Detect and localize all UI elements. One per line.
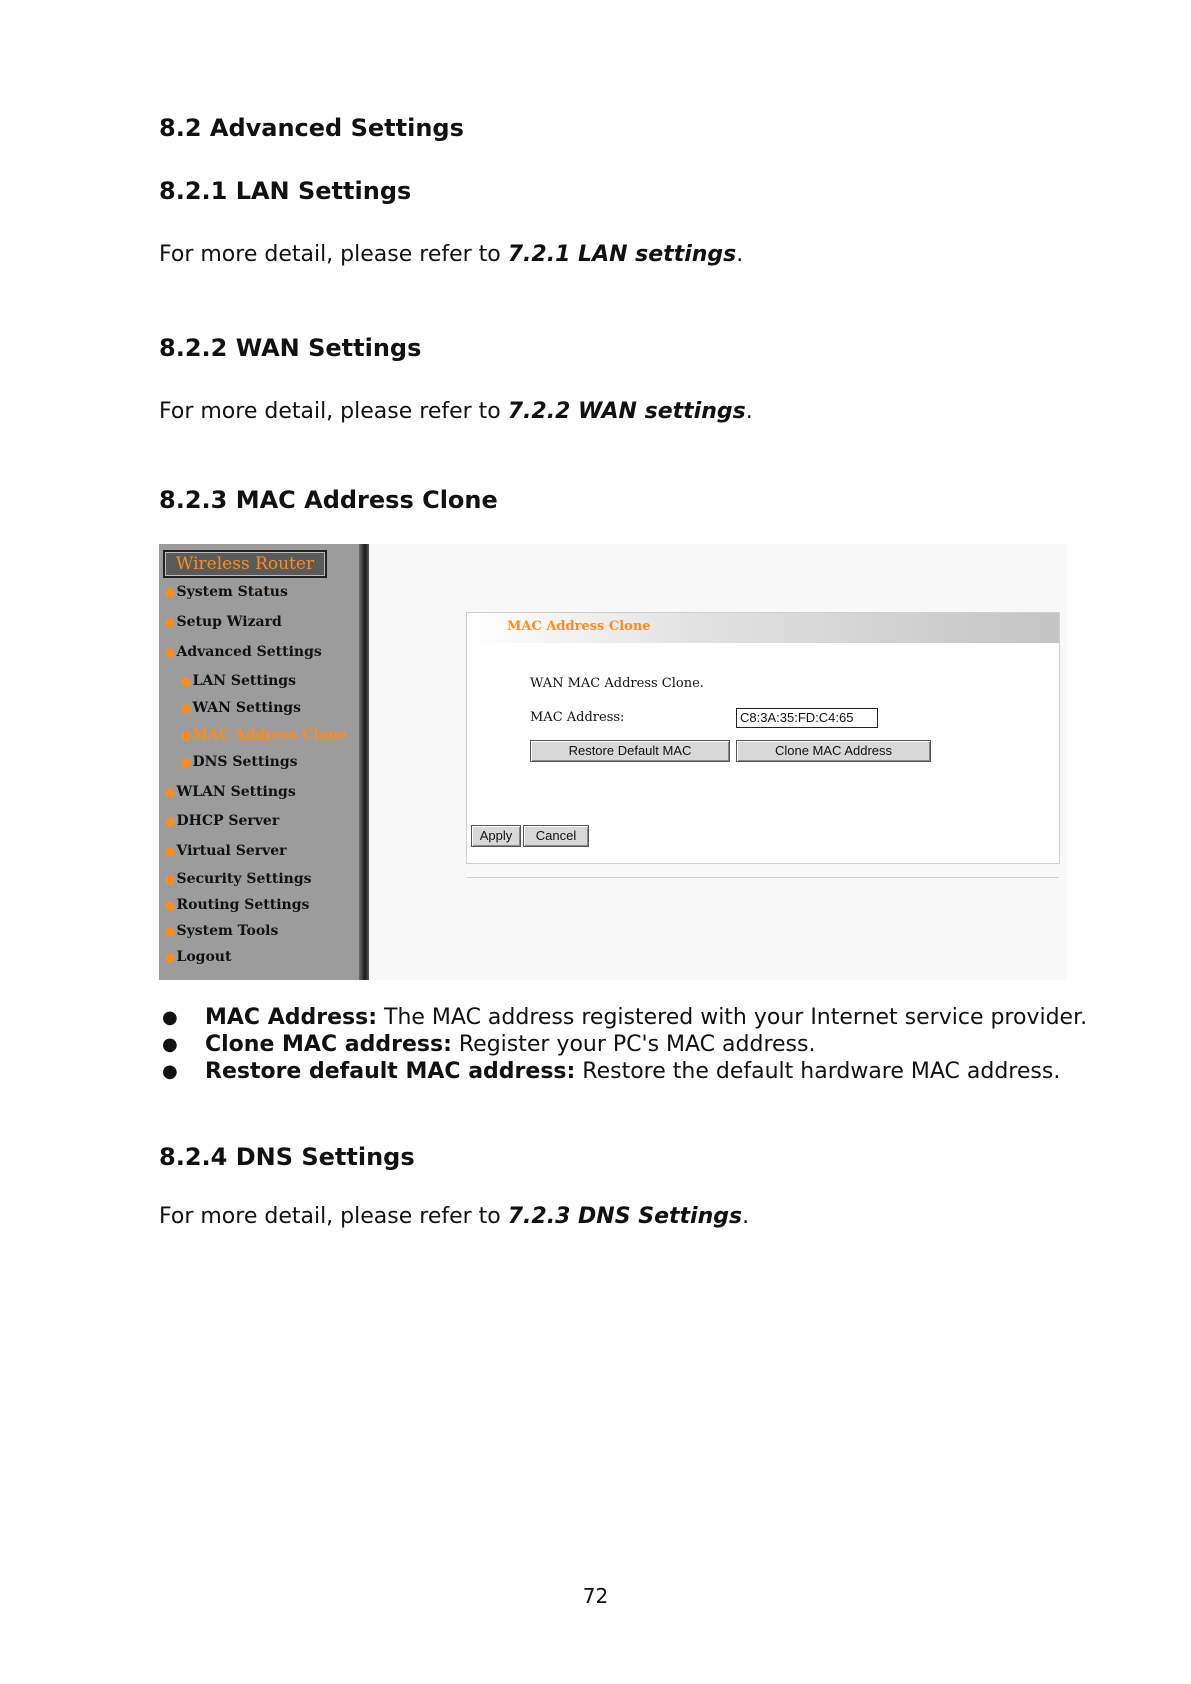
sidebar-divider — [359, 544, 369, 980]
bullet-desc: Restore the default hardware MAC address. — [575, 1059, 1061, 1084]
bullet-icon: ● — [165, 898, 176, 912]
bullet-icon: ● — [181, 755, 192, 769]
nav-label: WAN Settings — [192, 700, 301, 716]
wan-reference-text: For more detail, please refer to — [159, 399, 508, 424]
mac-address-label: MAC Address: — [530, 710, 625, 725]
nav-system-status[interactable] — [165, 584, 288, 600]
nav-label: Logout — [176, 949, 232, 965]
nav-wan-settings[interactable] — [181, 700, 301, 716]
list-item — [159, 1058, 1087, 1085]
nav-label: WLAN Settings — [176, 784, 296, 800]
nav-security-settings[interactable] — [165, 871, 312, 887]
bullet-term: MAC Address: — [205, 1005, 378, 1030]
list-item — [159, 1031, 1087, 1058]
mac-address-input[interactable]: C8:3A:35:FD:C4:65 — [736, 708, 878, 728]
clone-mac-address-button[interactable]: Clone MAC Address — [736, 740, 931, 762]
wan-reference-period: . — [745, 399, 753, 424]
heading-dns-settings: 8.2.4 DNS Settings — [159, 1143, 415, 1171]
nav-setup-wizard[interactable] — [165, 614, 282, 630]
bullet-term: Restore default MAC address: — [205, 1059, 576, 1084]
bullet-icon: ● — [165, 814, 176, 828]
dns-reference-text: For more detail, please refer to — [159, 1204, 508, 1229]
panel-title: MAC Address Clone — [507, 619, 651, 634]
bullet-icon: ● — [165, 585, 176, 599]
nav-virtual-server[interactable] — [165, 843, 287, 859]
nav-label: Routing Settings — [176, 897, 310, 913]
bullet-icon: ● — [165, 950, 176, 964]
dns-reference-period: . — [742, 1204, 750, 1229]
nav-label: DNS Settings — [192, 754, 298, 770]
wan-reference-link: 7.2.2 WAN settings — [507, 399, 746, 424]
restore-default-mac-button[interactable]: Restore Default MAC — [530, 740, 730, 762]
bullet-icon: ● — [181, 674, 192, 688]
bullet-icon: ● — [165, 615, 176, 629]
bullet-icon: ● — [165, 785, 176, 799]
apply-button[interactable]: Apply — [471, 825, 521, 847]
wan-reference-paragraph — [159, 399, 753, 424]
nav-dns-settings[interactable] — [181, 754, 298, 770]
lan-reference-period: . — [736, 242, 744, 267]
bullet-icon: ● — [181, 701, 192, 715]
bullet-icon: ● — [165, 645, 176, 659]
bullet-icon: ● — [162, 1007, 178, 1028]
mac-bullet-list — [159, 1004, 1087, 1085]
nav-label: LAN Settings — [192, 673, 296, 689]
bullet-desc: Register your PC's MAC address. — [451, 1032, 816, 1057]
nav-wlan-settings[interactable] — [165, 784, 296, 800]
heading-wan-settings: 8.2.2 WAN Settings — [159, 334, 422, 362]
bullet-icon: ● — [162, 1034, 178, 1055]
nav-routing-settings[interactable] — [165, 897, 309, 913]
bullet-icon: ● — [165, 924, 176, 938]
dns-reference-paragraph — [159, 1204, 749, 1229]
bullet-term: Clone MAC address: — [205, 1032, 452, 1057]
heading-mac-address-clone: 8.2.3 MAC Address Clone — [159, 486, 498, 514]
nav-label: DHCP Server — [176, 813, 280, 829]
router-screenshot — [159, 544, 1067, 980]
bullet-desc: The MAC address registered with your Internet service provider. — [377, 1005, 1088, 1030]
lan-reference-paragraph — [159, 242, 743, 267]
list-item — [159, 1004, 1087, 1031]
wan-mac-clone-label: WAN MAC Address Clone. — [530, 676, 704, 691]
heading-lan-settings: 8.2.1 LAN Settings — [159, 177, 412, 205]
cancel-button[interactable]: Cancel — [523, 825, 589, 847]
nav-advanced-settings[interactable] — [165, 644, 322, 660]
heading-advanced-settings: 8.2 Advanced Settings — [159, 114, 464, 142]
panel-divider — [467, 877, 1059, 878]
nav-lan-settings[interactable] — [181, 673, 296, 689]
nav-label: Virtual Server — [176, 843, 287, 859]
bullet-icon: ● — [181, 728, 192, 742]
router-brand-logo: Wireless Router — [163, 550, 327, 578]
nav-dhcp-server[interactable] — [165, 813, 279, 829]
nav-label: System Tools — [176, 923, 279, 939]
page-number: 72 — [582, 1584, 609, 1608]
lan-reference-text: For more detail, please refer to — [159, 242, 508, 267]
nav-logout[interactable] — [165, 949, 231, 965]
nav-mac-address-clone[interactable] — [181, 727, 347, 743]
dns-reference-link: 7.2.3 DNS Settings — [507, 1204, 743, 1229]
bullet-icon: ● — [165, 844, 176, 858]
nav-label: MAC Address Clone — [192, 727, 348, 743]
nav-label: Setup Wizard — [176, 614, 282, 630]
nav-label: System Status — [176, 584, 288, 600]
bullet-icon: ● — [165, 872, 176, 886]
lan-reference-link: 7.2.1 LAN settings — [507, 242, 737, 267]
nav-label: Security Settings — [176, 871, 312, 887]
bullet-icon: ● — [162, 1061, 178, 1082]
mac-clone-panel — [466, 612, 1060, 864]
nav-label: Advanced Settings — [176, 644, 322, 660]
nav-system-tools[interactable] — [165, 923, 278, 939]
